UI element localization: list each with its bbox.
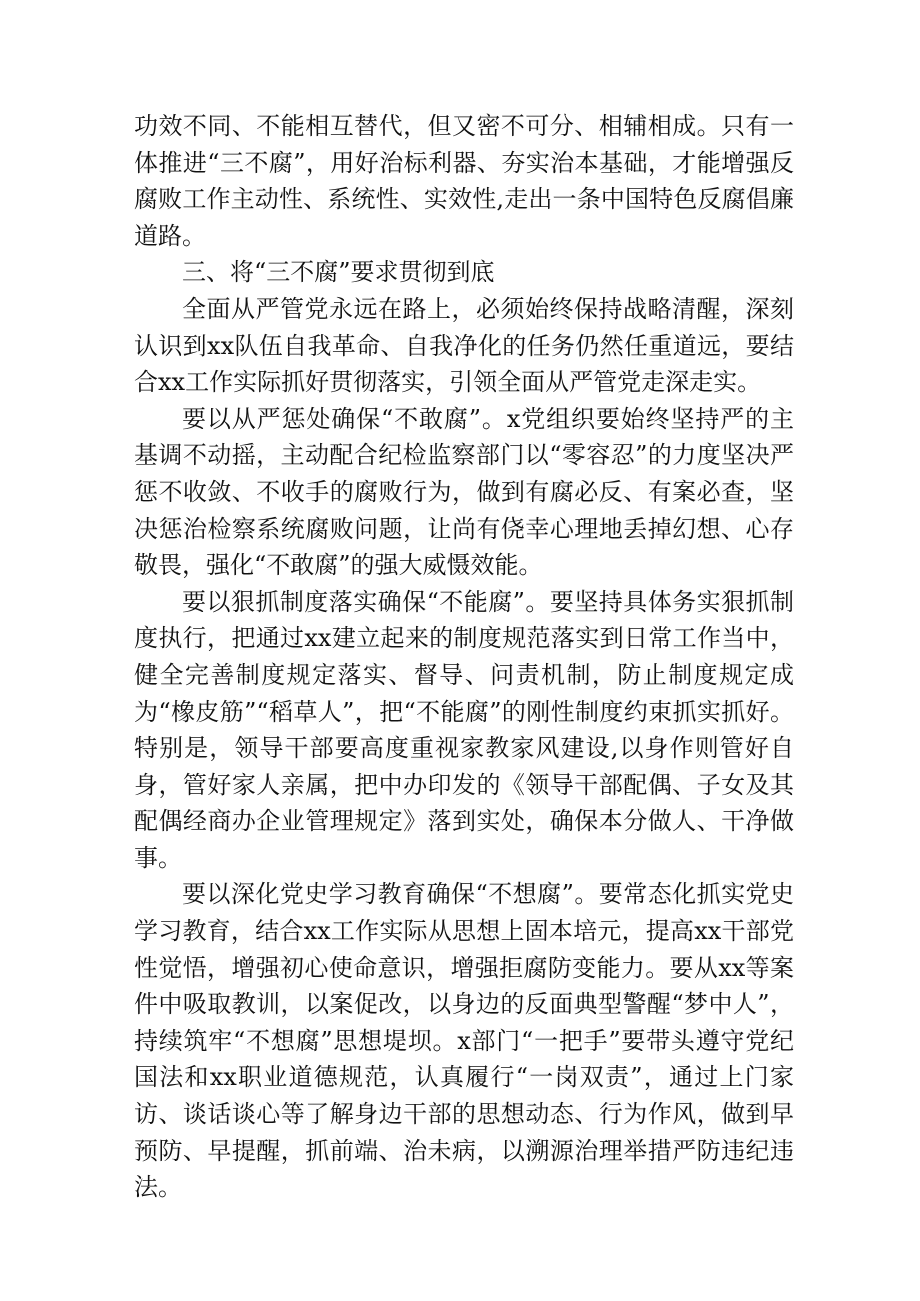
section-heading: 三、将“三不腐”要求贯彻到底 [182, 258, 495, 287]
paragraph-continuation: 功效不同、不能相互替代，但又密不可分、相辅相成。只有一体推进“三不腐”，用好治标利器、夯实治本基础，才能增强反腐败工作主动性、系统性、实效性,走出一条中国特色反腐倡廉道路。 [134, 112, 794, 250]
document-page [134, 108, 794, 1206]
paragraph-bugan: 要以从严惩处确保“不敢腐”。x党组织要始终坚持严的主基调不动摇，主动配合纪检监察部门以“零容忍”的力度坚决严惩不收敛、不收手的腐败行为，做到有腐必反、有案必查，坚决惩治检察系统腐败问题，让尚有侥幸心理地丢掉幻想、心存敬畏，强化“不敢腐”的强大威慑效能。 [134, 404, 794, 580]
paragraph-buxiang: 要以深化党史学习教育确保“不想腐”。要常态化抓实党史学习教育，结合xx工作实际从思想上固本培元，提高xx干部党性觉悟，增强初心使命意识，增强拒腐防变能力。要从xx等案件中吸取教训，以案促改，以身边的反面典型警醒“梦中人”，持续筑牢“不想腐”思想堤坝。x部门“一把手”要带头遵守党纪国法和xx职业道德规范，认真履行“一岗双责”，通过上门家访、谈话谈心等了解身边干部的思想动态、行为作风，做到早预防、早提醒，抓前端、治未病，以溯源治理举措严防违纪违法。 [134, 880, 794, 1202]
paragraph-buneng: 要以狠抓制度落实确保“不能腐”。要坚持具体务实狠抓制度执行，把通过xx建立起来的制度规范落实到日常工作当中，健全完善制度规定落实、督导、问责机制，防止制度规定成为“橡皮筋”“稻草人”，把“不能腐”的刚性制度约束抓实抓好。特别是，领导干部要高度重视家教家风建设,以身作则管好自身，管好家人亲属，把中办印发的《领导干部配偶、子女及其配偶经商办企业管理规定》落到实处，确保本分做人、干净做事。 [134, 587, 794, 872]
paragraph-intro: 全面从严管党永远在路上，必须始终保持战略清醒，深刻认识到xx队伍自我革命、自我净化的任务仍然任重道远，要结合xx工作实际抓好贯彻落实，引领全面从严管党走深走实。 [134, 294, 794, 397]
